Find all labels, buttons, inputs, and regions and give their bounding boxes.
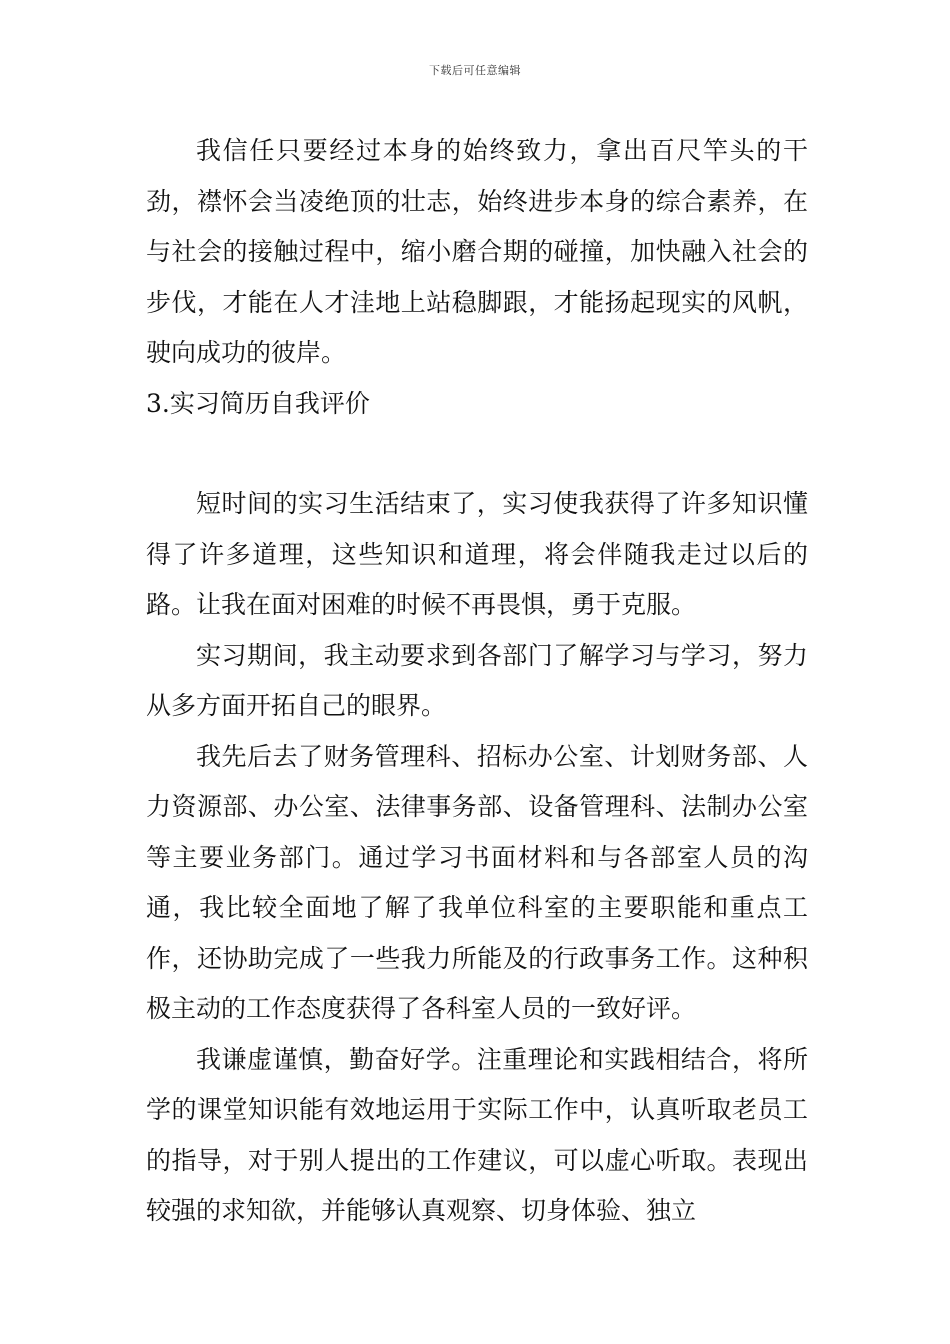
- paragraph-4: 我谦虚谨慎，勤奋好学。注重理论和实践相结合，将所学的课堂知识能有效地运用于实际工作中，认真听取老员工的指导，对于别人提出的工作建议，可以虚心听取。表现出较强的求知欲，并能够认真观察、切身体验、独立: [146, 1044, 808, 1225]
- document-body: [146, 126, 808, 1237]
- section-spacer: [146, 429, 808, 479]
- paragraph-2: 实习期间，我主动要求到各部门了解学习与学习，努力从多方面开拓自己的眼界。: [146, 640, 808, 720]
- page-header: 下载后可任意编辑: [429, 64, 521, 77]
- paragraph-1: 短时间的实习生活结束了，实习使我获得了许多知识懂得了许多道理，这些知识和道理，将会伴随我走过以后的路。让我在面对困难的时候不再畏惧，勇于克服。: [146, 489, 808, 619]
- paragraph-3: 我先后去了财务管理科、招标办公室、计划财务部、人力资源部、办公室、法律事务部、设备管理科、法制办公室等主要业务部门。通过学习书面材料和与各部室人员的沟通，我比较全面地了解了我单位科室的主要职能和重点工作，还协助完成了一些我力所能及的行政事务工作。这种积极主动的工作态度获得了各科室人员的一致好评。: [146, 741, 808, 1023]
- intro-paragraph: 我信任只要经过本身的始终致力，拿出百尺竿头的干劲，襟怀会当凌绝顶的壮志，始终进步本身的综合素养，在与社会的接触过程中，缩小磨合期的碰撞，加快融入社会的步伐，才能在人才洼地上站稳脚跟，才能扬起现实的风帆，驶向成功的彼岸。: [146, 136, 808, 367]
- section-heading: 3.实习简历自我评价: [146, 388, 370, 418]
